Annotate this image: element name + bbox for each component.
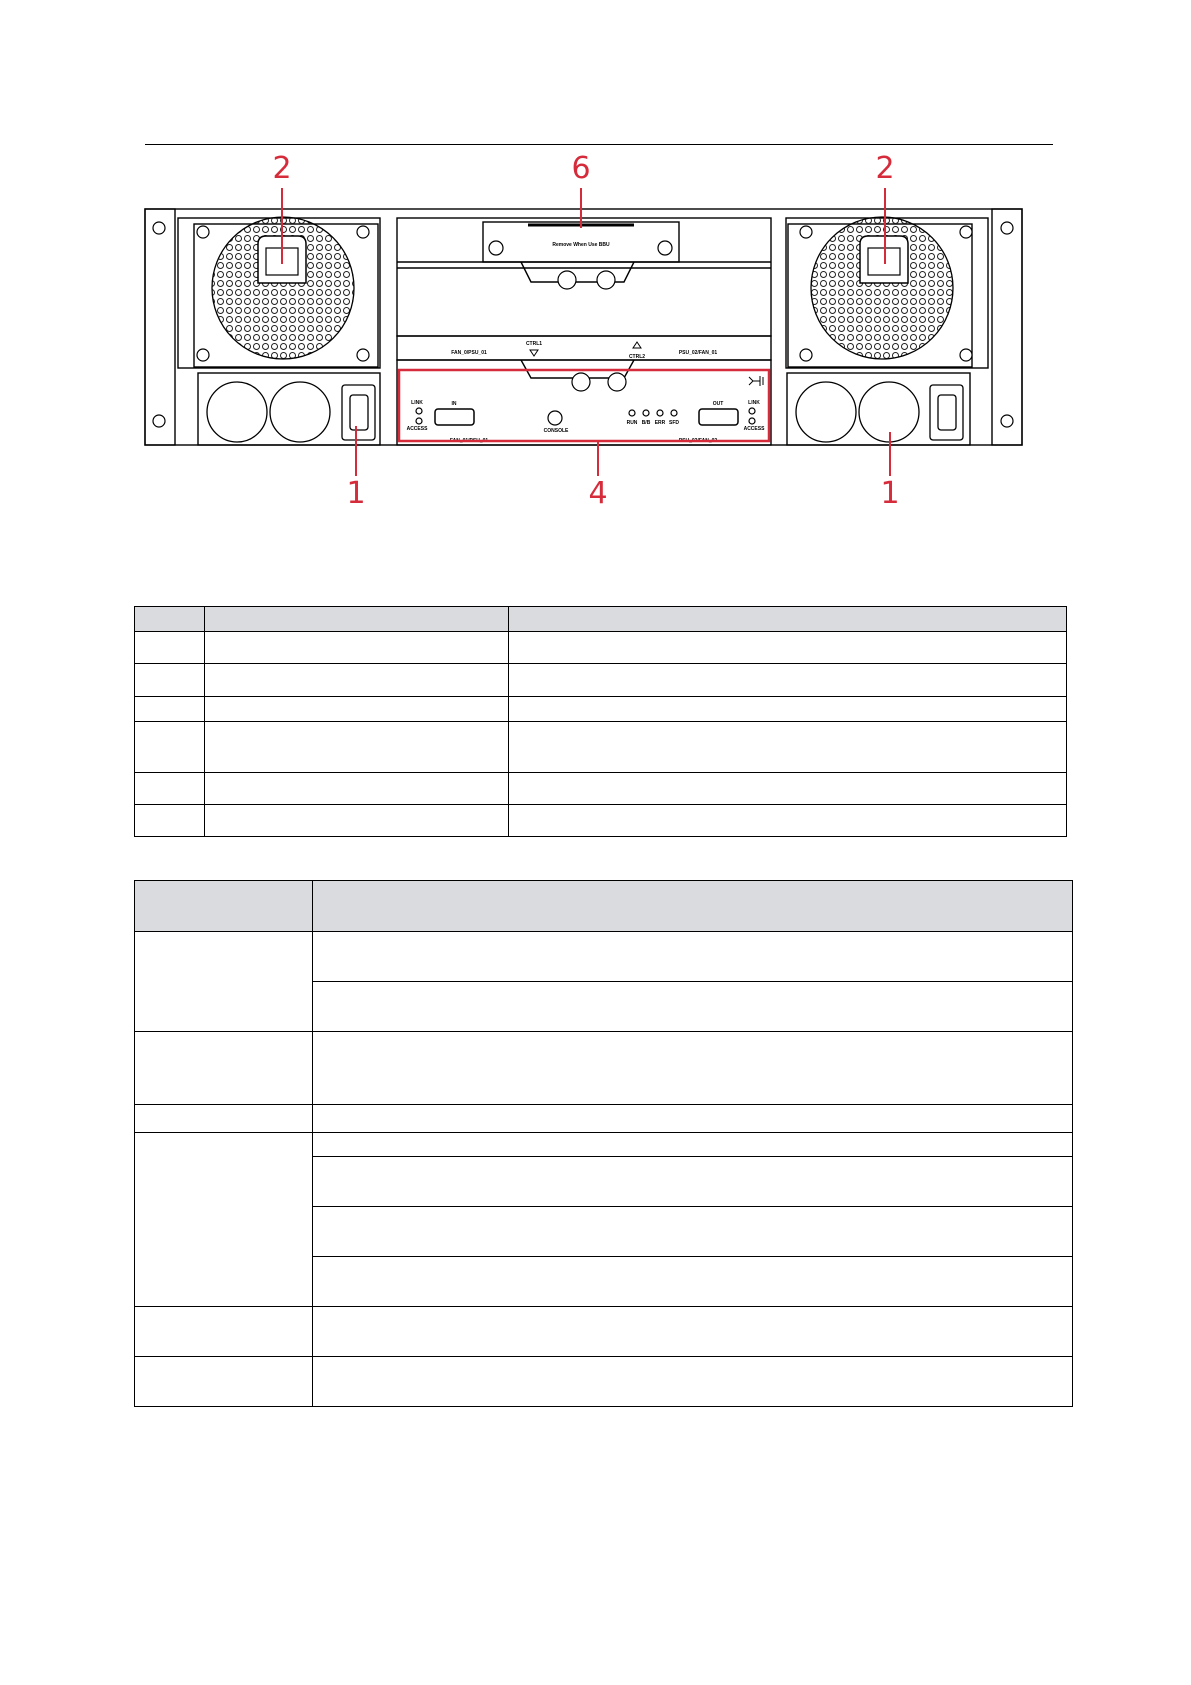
table-cell	[135, 1133, 313, 1307]
table-row	[135, 932, 1073, 982]
table-cell	[135, 664, 205, 697]
table-row	[135, 1105, 1073, 1133]
ctrl1-label: CTRL1	[525, 341, 543, 347]
out-port-label: OUT	[712, 401, 724, 407]
access-right-label: ACCESS	[743, 426, 765, 432]
table-cell	[205, 722, 509, 773]
access-left-label: ACCESS	[406, 426, 428, 432]
table-row	[135, 805, 1067, 837]
table-header-row	[135, 607, 1067, 632]
fan-psu-bottom-left-label: FAN_01/PSU_01	[449, 438, 489, 444]
table-cell	[313, 1105, 1073, 1133]
table-cell	[135, 773, 205, 805]
table-cell	[205, 805, 509, 837]
link-left-label: LINK	[411, 400, 423, 406]
table-cell	[313, 1307, 1073, 1357]
table-cell	[135, 722, 205, 773]
table-cell	[313, 1157, 1073, 1207]
header-cell	[135, 607, 205, 632]
component-table	[134, 606, 1067, 837]
link-right-label: LINK	[748, 400, 760, 406]
table-cell	[313, 1357, 1073, 1407]
table-cell	[313, 932, 1073, 982]
table-cell	[135, 632, 205, 664]
table-row	[135, 632, 1067, 664]
table-row	[135, 697, 1067, 722]
rear-panel-diagram	[0, 0, 1191, 520]
right-rack-ear	[992, 209, 1022, 445]
table-cell	[313, 1133, 1073, 1157]
table-row	[135, 1133, 1073, 1157]
in-port-label: IN	[451, 401, 457, 407]
table-cell	[205, 773, 509, 805]
table-cell	[205, 664, 509, 697]
table-cell	[509, 697, 1067, 722]
table-cell	[135, 1032, 313, 1105]
table-cell	[135, 697, 205, 722]
header-cell	[205, 607, 509, 632]
callout-label: 2	[272, 151, 292, 186]
header-cell	[135, 881, 313, 932]
table-cell	[509, 664, 1067, 697]
header-cell	[313, 881, 1073, 932]
callout-label: 2	[875, 151, 895, 186]
table-cell	[205, 697, 509, 722]
run-label: RUN	[626, 420, 638, 426]
callout-label: 4	[588, 476, 608, 511]
table-header-row	[135, 881, 1073, 932]
table-row	[135, 1357, 1073, 1407]
table-cell	[135, 1357, 313, 1407]
table-row	[135, 1307, 1073, 1357]
callout-label: 1	[880, 476, 900, 511]
fan-psu-top-left-label: FAN_0/PSU_01	[451, 350, 487, 356]
table-cell	[509, 805, 1067, 837]
callout-label: 1	[346, 476, 366, 511]
table-cell	[509, 632, 1067, 664]
indicator-table	[134, 880, 1073, 1407]
ctrl2-up-arrow	[633, 342, 641, 348]
table-row	[135, 664, 1067, 697]
sfd-label: SFD	[669, 420, 679, 426]
out-port	[699, 409, 738, 425]
right-psu-fan-1	[796, 382, 856, 442]
bbu-label: B/B	[641, 420, 651, 426]
fan-psu-top-right-label: PSU_02/FAN_01	[678, 350, 718, 356]
table-row	[135, 1032, 1073, 1105]
ctrl2-label: CTRL2	[628, 354, 646, 360]
table-cell	[313, 1032, 1073, 1105]
table-cell	[135, 1307, 313, 1357]
callout-label: 6	[571, 151, 591, 186]
table-cell	[135, 805, 205, 837]
console-port	[548, 411, 562, 425]
left-psu-fan-2	[270, 382, 330, 442]
console-label: CONSOLE	[543, 428, 569, 434]
table-cell	[509, 722, 1067, 773]
bbu-bay	[397, 218, 771, 336]
table-cell	[509, 773, 1067, 805]
fan-psu-bottom-right-label: PSU_02/FAN_02	[678, 438, 718, 444]
left-rack-ear	[145, 209, 175, 445]
table-cell	[313, 1207, 1073, 1257]
table-row	[135, 722, 1067, 773]
left-psu-fan-1	[207, 382, 267, 442]
table-cell	[313, 982, 1073, 1032]
ground-symbol	[749, 376, 763, 386]
err-label: ERR	[654, 420, 666, 426]
in-port	[435, 409, 474, 425]
table-row	[135, 773, 1067, 805]
table-cell	[313, 1257, 1073, 1307]
table-cell	[135, 932, 313, 1032]
table-cell	[205, 632, 509, 664]
blank-cover-label: Remove When Use BBU	[552, 242, 610, 248]
table-cell	[135, 1105, 313, 1133]
header-cell	[509, 607, 1067, 632]
ctrl1-down-arrow	[530, 350, 538, 356]
